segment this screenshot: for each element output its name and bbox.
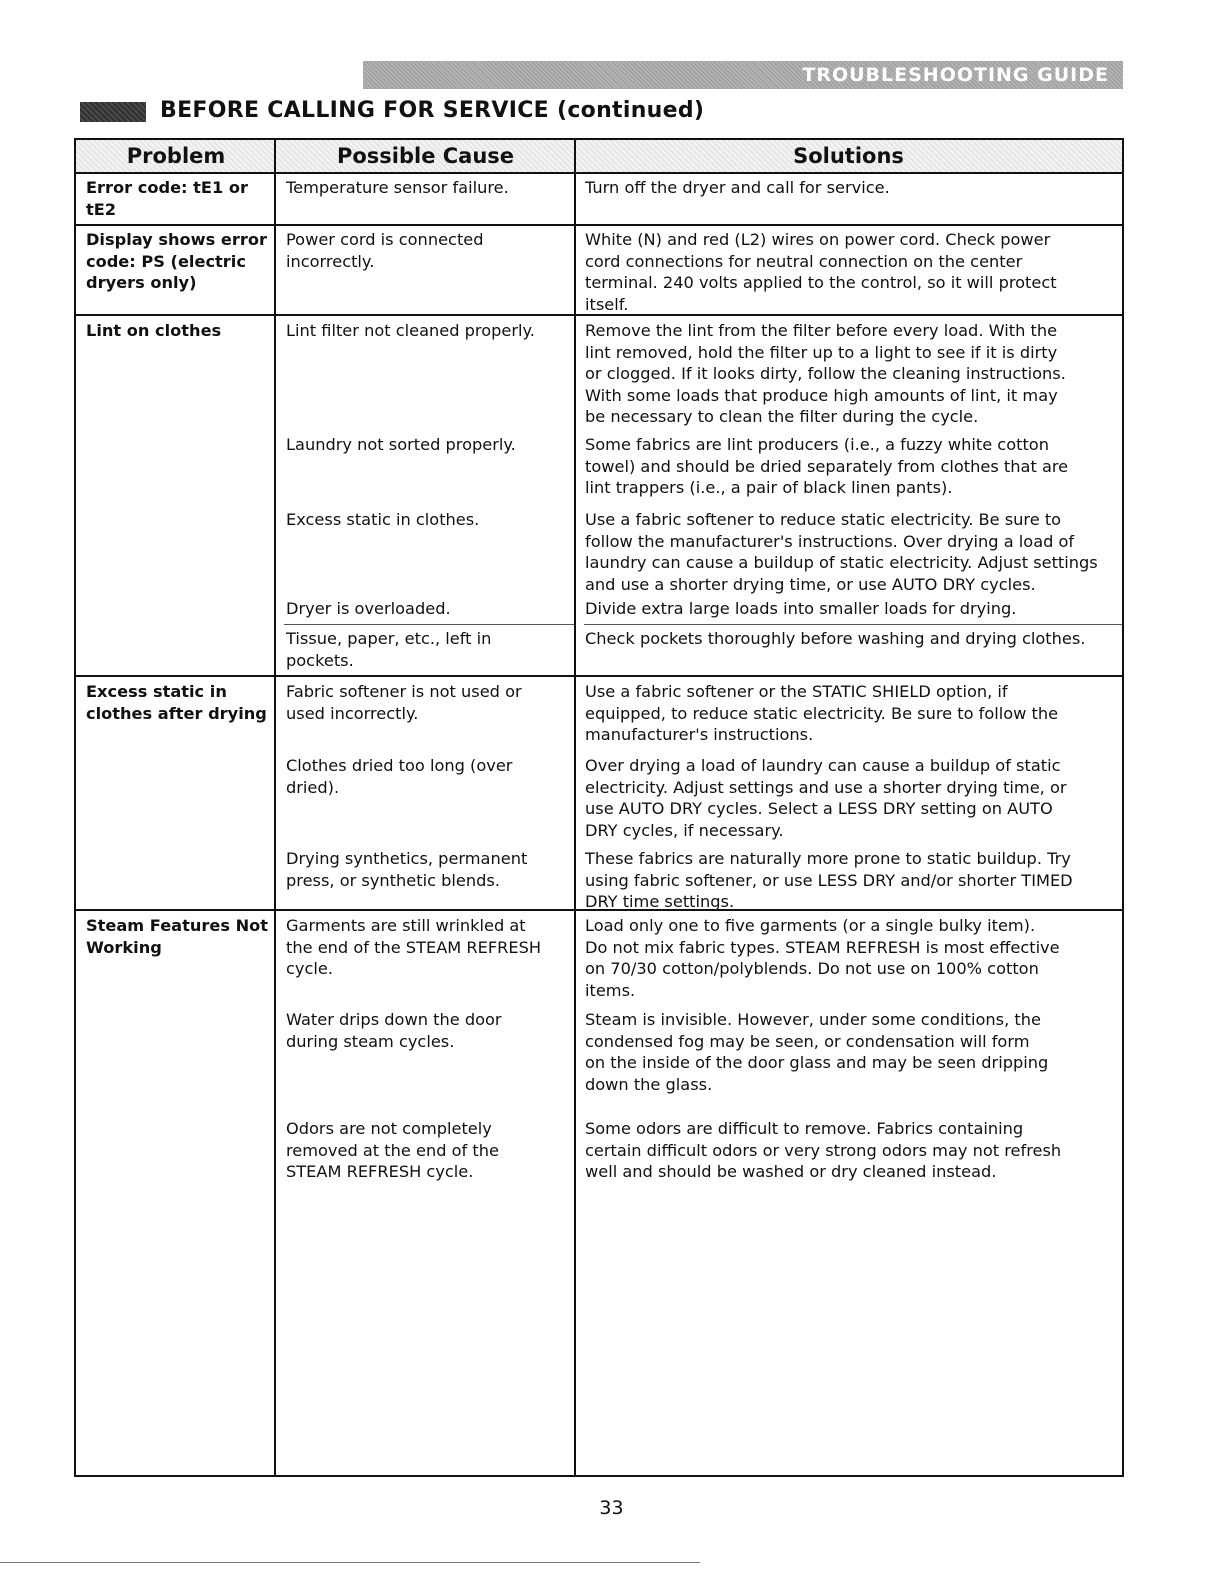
problem-cell: Steam Features Not Working bbox=[86, 916, 269, 957]
cause-cell: Power cord is connected incorrectly. bbox=[286, 230, 484, 271]
solution-cell: Use a fabric softener or the STATIC SHIELD option, if equipped, to reduce static electricity. Be sure to follow the manufacturer's instructions. bbox=[585, 682, 1059, 744]
column-header-cause: Possible Cause bbox=[276, 140, 575, 172]
heading-marker-block bbox=[80, 102, 146, 122]
row-divider bbox=[76, 675, 1122, 677]
solution-cell: Over drying a load of laundry can cause a buildup of static electricity. Adjust settings and use a shorter drying time, or use AUTO DRY cycles. Select a LESS DRY setting on AUTO DRY cycles, if necessary. bbox=[585, 756, 1067, 840]
troubleshooting-table bbox=[74, 138, 1124, 1477]
cause-cell: Dryer is overloaded. bbox=[286, 599, 451, 618]
solution-cell: White (N) and red (L2) wires on power cord. Check power cord connections for neutral connection on the center terminal. 240 volts applied to the control, so it will protect itself. bbox=[585, 230, 1057, 314]
entry-separator bbox=[584, 624, 1122, 625]
section-title: BEFORE CALLING FOR SERVICE (continued) bbox=[160, 98, 705, 123]
row-divider bbox=[76, 172, 1122, 174]
cause-cell: Garments are still wrinkled at the end of the STEAM REFRESH cycle. bbox=[286, 916, 542, 978]
section-banner bbox=[363, 61, 1123, 89]
problem-cell: Excess static in clothes after drying bbox=[86, 682, 267, 723]
column-divider bbox=[274, 140, 276, 1475]
row-divider bbox=[76, 224, 1122, 226]
page-edge-rule bbox=[0, 1562, 700, 1563]
cause-cell: Drying synthetics, permanent press, or synthetic blends. bbox=[286, 849, 528, 890]
column-divider bbox=[574, 140, 576, 1475]
cause-cell: Water drips down the door during steam cycles. bbox=[286, 1010, 502, 1051]
cause-cell: Temperature sensor failure. bbox=[286, 178, 509, 197]
problem-cell: Display shows error code: PS (electric dryers only) bbox=[86, 230, 267, 292]
cause-cell: Fabric softener is not used or used incorrectly. bbox=[286, 682, 522, 723]
cause-cell: Odors are not completely removed at the end of the STEAM REFRESH cycle. bbox=[286, 1119, 499, 1181]
solution-cell: Some odors are difficult to remove. Fabrics containing certain difficult odors or very strong odors may not refresh well and should be washed or dry cleaned instead. bbox=[585, 1119, 1062, 1181]
cause-cell: Lint filter not cleaned properly. bbox=[286, 321, 535, 340]
entry-separator bbox=[284, 624, 574, 625]
cause-cell: Excess static in clothes. bbox=[286, 510, 480, 529]
problem-cell: Lint on clothes bbox=[86, 321, 222, 340]
solution-cell: Turn off the dryer and call for service. bbox=[585, 178, 890, 197]
column-header-problem: Problem bbox=[76, 140, 276, 172]
solution-cell: Some fabrics are lint producers (i.e., a fuzzy white cotton towel) and should be dried separately from clothes that are lint trappers (i.e., a pair of black linen pants). bbox=[585, 435, 1069, 497]
banner-label: TROUBLESHOOTING GUIDE bbox=[802, 64, 1109, 86]
solution-cell: Remove the lint from the filter before every load. With the lint removed, hold the filter up to a light to see if it is dirty or clogged. If it looks dirty, follow the cleaning instructions. With some loads that produce high amounts of lint, it may be necessary to clean the filter during the cycle. bbox=[585, 321, 1066, 426]
solution-cell: Steam is invisible. However, under some conditions, the condensed fog may be seen, or condensation will form on the inside of the door glass and may be seen dripping down the glass. bbox=[585, 1010, 1049, 1094]
cause-cell: Laundry not sorted properly. bbox=[286, 435, 516, 454]
solution-cell: These fabrics are naturally more prone to static buildup. Try using fabric softener, or use LESS DRY and/or shorter TIMED DRY time settings. bbox=[585, 849, 1073, 911]
solution-cell: Divide extra large loads into smaller loads for drying. bbox=[585, 599, 1017, 618]
column-header-solution: Solutions bbox=[575, 140, 1122, 172]
solution-cell: Check pockets thoroughly before washing and drying clothes. bbox=[585, 629, 1086, 648]
problem-cell: Error code: tE1 or tE2 bbox=[86, 178, 248, 219]
cause-cell: Clothes dried too long (over dried). bbox=[286, 756, 513, 797]
solution-cell: Use a fabric softener to reduce static electricity. Be sure to follow the manufacturer's instructions. Over drying a load of laundry can cause a buildup of static electricity. Adjust settings and use a shorter drying time, or use AUTO DRY cycles. bbox=[585, 510, 1098, 594]
cause-cell: Tissue, paper, etc., left in pockets. bbox=[286, 629, 492, 670]
page-number: 33 bbox=[599, 1497, 624, 1519]
solution-cell: Load only one to five garments (or a single bulky item). Do not mix fabric types. STEAM REFRESH is most effective on 70/30 cotton/polyblends. Do not use on 100% cotton items. bbox=[585, 916, 1060, 1000]
